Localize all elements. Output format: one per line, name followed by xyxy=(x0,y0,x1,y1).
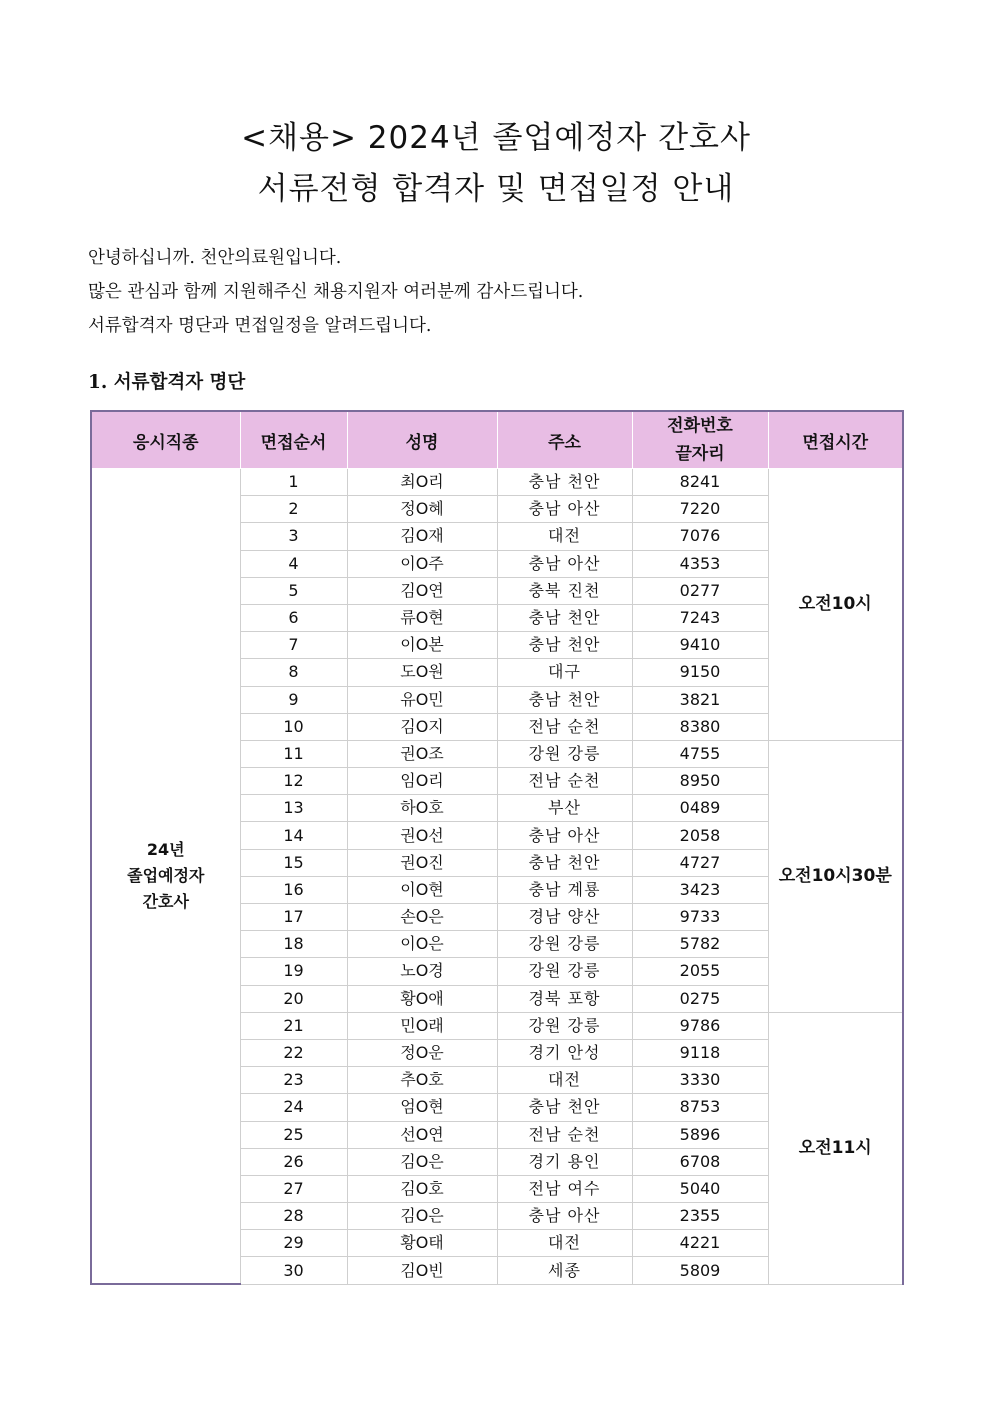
address-cell: 충남 천안 xyxy=(497,1094,632,1121)
phone-cell: 4353 xyxy=(632,550,768,577)
address-cell: 충남 천안 xyxy=(497,849,632,876)
intro-line: 서류합격자 명단과 면접일정을 알려드립니다. xyxy=(88,316,432,336)
address-cell: 충북 진천 xyxy=(497,577,632,604)
name-cell: 김O빈 xyxy=(347,1257,497,1284)
address-cell: 전남 순천 xyxy=(497,768,632,795)
job-category-cell xyxy=(91,469,240,1285)
order-cell: 16 xyxy=(240,876,347,903)
order-cell: 15 xyxy=(240,849,347,876)
name-cell: 권O조 xyxy=(347,740,497,767)
interview-time-cell: 오전10시30분 xyxy=(768,740,903,1012)
interview-time-cell: 오전11시 xyxy=(768,1012,903,1284)
name-cell: 김O연 xyxy=(347,577,497,604)
name-cell: 민O래 xyxy=(347,1012,497,1039)
order-cell: 27 xyxy=(240,1175,347,1202)
phone-cell: 4727 xyxy=(632,849,768,876)
address-cell: 경북 포항 xyxy=(497,985,632,1012)
phone-cell: 0277 xyxy=(632,577,768,604)
phone-cell: 2355 xyxy=(632,1203,768,1230)
phone-cell: 5896 xyxy=(632,1121,768,1148)
job-category-line: 24년 xyxy=(146,840,185,860)
interview-time-cell: 오전10시 xyxy=(768,469,903,741)
order-cell: 30 xyxy=(240,1257,347,1284)
order-cell: 20 xyxy=(240,985,347,1012)
address-cell: 충남 아산 xyxy=(497,822,632,849)
name-cell: 정O운 xyxy=(347,1039,497,1066)
order-cell: 4 xyxy=(240,550,347,577)
address-cell: 충남 아산 xyxy=(497,496,632,523)
phone-cell: 5782 xyxy=(632,931,768,958)
order-cell: 8 xyxy=(240,659,347,686)
address-cell: 충남 아산 xyxy=(497,1203,632,1230)
name-cell: 황O태 xyxy=(347,1230,497,1257)
header-time: 면접시간 xyxy=(768,411,903,469)
table-body xyxy=(91,469,903,1285)
phone-cell: 2058 xyxy=(632,822,768,849)
name-cell: 황O애 xyxy=(347,985,497,1012)
order-cell: 22 xyxy=(240,1039,347,1066)
phone-cell: 3330 xyxy=(632,1067,768,1094)
header-job: 응시직종 xyxy=(91,411,240,469)
address-cell: 경기 안성 xyxy=(497,1039,632,1066)
phone-cell: 7220 xyxy=(632,496,768,523)
section-heading: 1. 서류합격자 명단 xyxy=(88,372,246,393)
name-cell: 권O선 xyxy=(347,822,497,849)
intro-line: 많은 관심과 함께 지원해주신 채용지원자 여러분께 감사드립니다. xyxy=(88,282,584,302)
header-phone-line2: 끝자리 xyxy=(675,444,725,464)
job-category-line: 간호사 xyxy=(142,892,189,912)
address-cell: 충남 계룡 xyxy=(497,876,632,903)
name-cell: 김O지 xyxy=(347,713,497,740)
table-row xyxy=(91,469,903,496)
name-cell: 김O호 xyxy=(347,1175,497,1202)
order-cell: 1 xyxy=(240,469,347,496)
phone-cell: 4755 xyxy=(632,740,768,767)
name-cell: 김O재 xyxy=(347,523,497,550)
phone-cell: 8380 xyxy=(632,713,768,740)
order-cell: 28 xyxy=(240,1203,347,1230)
order-cell: 18 xyxy=(240,931,347,958)
order-cell: 13 xyxy=(240,795,347,822)
order-cell: 21 xyxy=(240,1012,347,1039)
phone-cell: 9733 xyxy=(632,904,768,931)
name-cell: 노O경 xyxy=(347,958,497,985)
address-cell: 전남 순천 xyxy=(497,1121,632,1148)
phone-cell: 9786 xyxy=(632,1012,768,1039)
order-cell: 14 xyxy=(240,822,347,849)
name-cell: 엄O현 xyxy=(347,1094,497,1121)
phone-cell: 7076 xyxy=(632,523,768,550)
phone-cell: 2055 xyxy=(632,958,768,985)
phone-cell: 5040 xyxy=(632,1175,768,1202)
name-cell: 이O은 xyxy=(347,931,497,958)
order-cell: 26 xyxy=(240,1148,347,1175)
address-cell: 대전 xyxy=(497,1230,632,1257)
name-cell: 도O원 xyxy=(347,659,497,686)
address-cell: 강원 강릉 xyxy=(497,958,632,985)
order-cell: 19 xyxy=(240,958,347,985)
address-cell: 전남 순천 xyxy=(497,713,632,740)
order-cell: 10 xyxy=(240,713,347,740)
table-header-row xyxy=(91,411,903,469)
page-subtitle: 서류전형 합격자 및 면접일정 안내 xyxy=(257,171,735,207)
header-address: 주소 xyxy=(497,411,632,469)
phone-cell: 9118 xyxy=(632,1039,768,1066)
address-cell: 세종 xyxy=(497,1257,632,1284)
name-cell: 유O민 xyxy=(347,686,497,713)
phone-cell: 0275 xyxy=(632,985,768,1012)
name-cell: 선O연 xyxy=(347,1121,497,1148)
phone-cell: 8241 xyxy=(632,469,768,496)
order-cell: 7 xyxy=(240,632,347,659)
address-cell: 충남 천안 xyxy=(497,632,632,659)
phone-cell: 8753 xyxy=(632,1094,768,1121)
name-cell: 김O은 xyxy=(347,1203,497,1230)
address-cell: 충남 천안 xyxy=(497,686,632,713)
applicant-table xyxy=(90,410,904,1285)
name-cell: 이O본 xyxy=(347,632,497,659)
intro-line: 안녕하십니까. 천안의료원입니다. xyxy=(88,248,342,268)
order-cell: 24 xyxy=(240,1094,347,1121)
address-cell: 충남 아산 xyxy=(497,550,632,577)
address-cell: 경남 양산 xyxy=(497,904,632,931)
name-cell: 하O호 xyxy=(347,795,497,822)
phone-cell: 3821 xyxy=(632,686,768,713)
address-cell: 충남 천안 xyxy=(497,604,632,631)
address-cell: 강원 강릉 xyxy=(497,931,632,958)
header-phone-line1: 전화번호 xyxy=(667,416,733,436)
name-cell: 최O리 xyxy=(347,469,497,496)
order-cell: 23 xyxy=(240,1067,347,1094)
header-phone xyxy=(632,411,768,469)
phone-cell: 0489 xyxy=(632,795,768,822)
order-cell: 29 xyxy=(240,1230,347,1257)
address-cell: 대전 xyxy=(497,523,632,550)
name-cell: 이O현 xyxy=(347,876,497,903)
page-title: <채용> 2024년 졸업예정자 간호사 xyxy=(241,120,751,156)
order-cell: 12 xyxy=(240,768,347,795)
name-cell: 류O현 xyxy=(347,604,497,631)
intro-paragraph xyxy=(88,241,583,343)
phone-cell: 5809 xyxy=(632,1257,768,1284)
order-cell: 9 xyxy=(240,686,347,713)
phone-cell: 9410 xyxy=(632,632,768,659)
phone-cell: 4221 xyxy=(632,1230,768,1257)
phone-cell: 6708 xyxy=(632,1148,768,1175)
name-cell: 권O진 xyxy=(347,849,497,876)
header-name: 성명 xyxy=(347,411,497,469)
phone-cell: 7243 xyxy=(632,604,768,631)
address-cell: 강원 강릉 xyxy=(497,740,632,767)
address-cell: 전남 여수 xyxy=(497,1175,632,1202)
name-cell: 이O주 xyxy=(347,550,497,577)
phone-cell: 3423 xyxy=(632,876,768,903)
order-cell: 11 xyxy=(240,740,347,767)
address-cell: 강원 강릉 xyxy=(497,1012,632,1039)
job-category-line: 졸업예정자 xyxy=(127,866,205,886)
address-cell: 부산 xyxy=(497,795,632,822)
name-cell: 임O리 xyxy=(347,768,497,795)
address-cell: 대전 xyxy=(497,1067,632,1094)
name-cell: 손O은 xyxy=(347,904,497,931)
order-cell: 2 xyxy=(240,496,347,523)
order-cell: 6 xyxy=(240,604,347,631)
order-cell: 25 xyxy=(240,1121,347,1148)
address-cell: 대구 xyxy=(497,659,632,686)
name-cell: 김O은 xyxy=(347,1148,497,1175)
address-cell: 충남 천안 xyxy=(497,469,632,496)
order-cell: 5 xyxy=(240,577,347,604)
phone-cell: 9150 xyxy=(632,659,768,686)
phone-cell: 8950 xyxy=(632,768,768,795)
order-cell: 17 xyxy=(240,904,347,931)
name-cell: 정O혜 xyxy=(347,496,497,523)
header-order: 면접순서 xyxy=(240,411,347,469)
address-cell: 경기 용인 xyxy=(497,1148,632,1175)
name-cell: 추O호 xyxy=(347,1067,497,1094)
order-cell: 3 xyxy=(240,523,347,550)
